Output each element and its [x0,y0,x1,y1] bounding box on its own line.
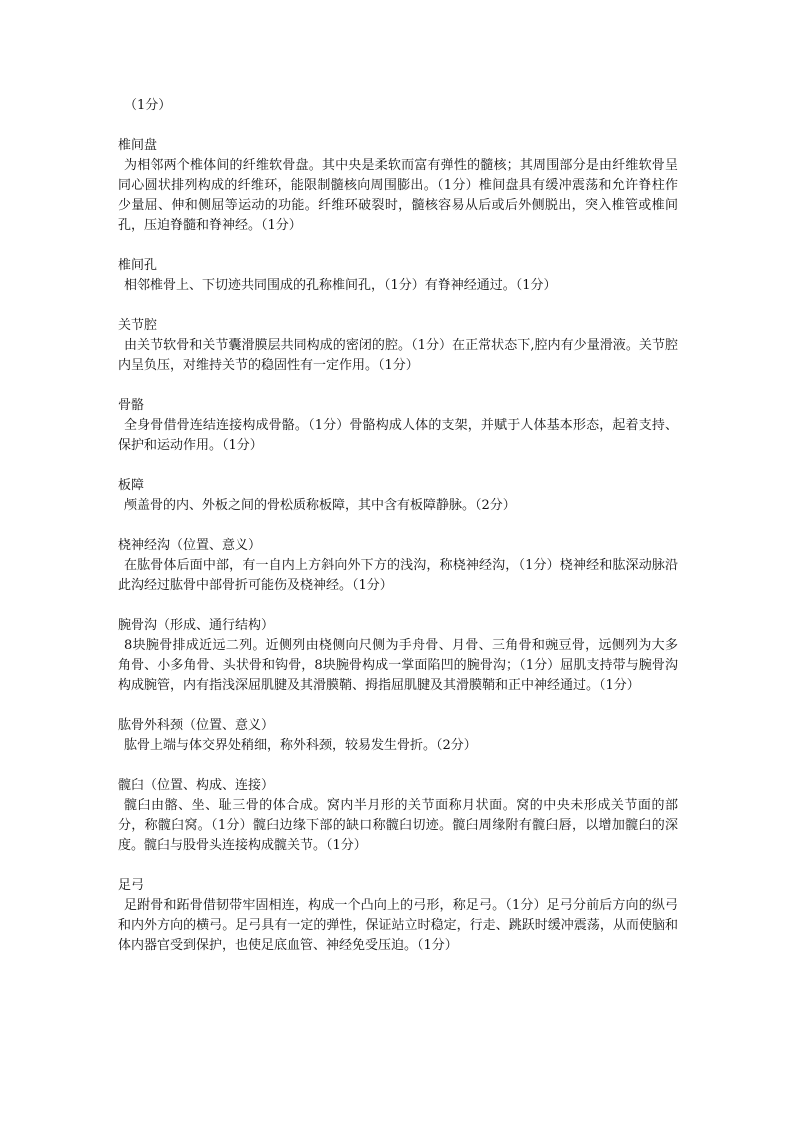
document-page [118,96,678,976]
entry-body: 肱骨上端与体交界处稍细，称外科颈，较易发生骨折。（2分） [124,738,477,753]
entry-joint-cavity [118,316,678,376]
entry-surgical-neck [118,716,678,756]
entry-intervertebral-foramen [118,256,678,296]
entry-title: 桡神经沟（位置、意义） [118,538,262,553]
entry-title: 椎间孔 [118,258,158,273]
entry-diploe [118,476,678,516]
entry-title: 腕骨沟（形成、通行结构） [118,618,275,633]
entry-title: 足弓 [118,878,145,893]
entry-radial-groove [118,536,678,596]
entry-title: 关节腔 [118,318,158,333]
entry-carpal-groove [118,616,678,696]
entry-body: 颅盖骨的内、外板之间的骨松质称板障，其中含有板障静脉。（2分） [124,498,516,513]
entry-body: 髋臼由髂、坐、耻三骨的体合成。窝内半月形的关节面称月状面。窝的中央未形成关节面的部分，称髋臼窝。（1分）髋臼边缘下部的缺口称髋臼切迹。髋臼周缘附有髋臼唇，以增加髋臼的深度。髋臼与股骨头连接构成髋关节。（1分） [118,798,678,853]
entry-title: 板障 [118,478,145,493]
entry-title: 骨骼 [118,398,145,413]
lead-score-fragment: （1分） [124,98,172,113]
entry-body: 在肱骨体后面中部，有一自内上方斜向外下方的浅沟，称桡神经沟，（1分）桡神经和肱深动脉沿此沟经过肱骨中部骨折可能伤及桡神经。（1分） [118,558,678,593]
entry-intervertebral-disc [118,136,678,236]
entry-body: 8块腕骨排成近远二列。近侧列由桡侧向尺侧为手舟骨、月骨、三角骨和豌豆骨，远侧列为大多角骨、小多角骨、头状骨和钩骨，8块腕骨构成一掌面陷凹的腕骨沟；（1分）屈肌支持带与腕骨沟构成腕管，内有指浅深屈肌腱及其滑膜鞘、拇指屈肌腱及其滑膜鞘和正中神经通过。（1分） [118,638,678,693]
entry-acetabulum [118,776,678,856]
entry-body: 全身骨借骨连结连接构成骨骼。（1分）骨骼构成人体的支架，并赋于人体基本形态，起着支持、保护和运动作用。（1分） [118,418,678,453]
entry-skeleton [118,396,678,456]
entry-body: 足跗骨和跖骨借韧带牢固相连，构成一个凸向上的弓形，称足弓。（1分）足弓分前后方向的纵弓和内外方向的横弓。足弓具有一定的弹性，保证站立时稳定，行走、跳跃时缓冲震荡，从而使脑和体内器官受到保护，也使足底血管、神经免受压迫。（1分） [118,898,678,953]
entry-body: 为相邻两个椎体间的纤维软骨盘。其中央是柔软而富有弹性的髓核；其周围部分是由纤维软骨呈同心圆状排列构成的纤维环，能限制髓核向周围膨出。（1分）椎间盘具有缓冲震荡和允许脊柱作少量屈、伸和侧屈等运动的功能。纤维环破裂时，髓核容易从后或后外侧脱出，突入椎管或椎间孔，压迫脊髓和脊神经。（1分） [118,158,678,233]
entry-body: 相邻椎骨上、下切迹共同围成的孔称椎间孔，（1分）有脊神经通过。（1分） [124,278,557,293]
entry-title: 髋臼（位置、构成、连接） [118,778,275,793]
entry-title: 椎间盘 [118,138,158,153]
entry-title: 肱骨外科颈（位置、意义） [118,718,275,733]
entry-arch-of-foot [118,876,678,956]
entry-body: 由关节软骨和关节囊滑膜层共同构成的密闭的腔。（1分）在正常状态下,腔内有少量滑液。关节腔内呈负压，对维持关节的稳固性有一定作用。（1分） [118,338,678,373]
